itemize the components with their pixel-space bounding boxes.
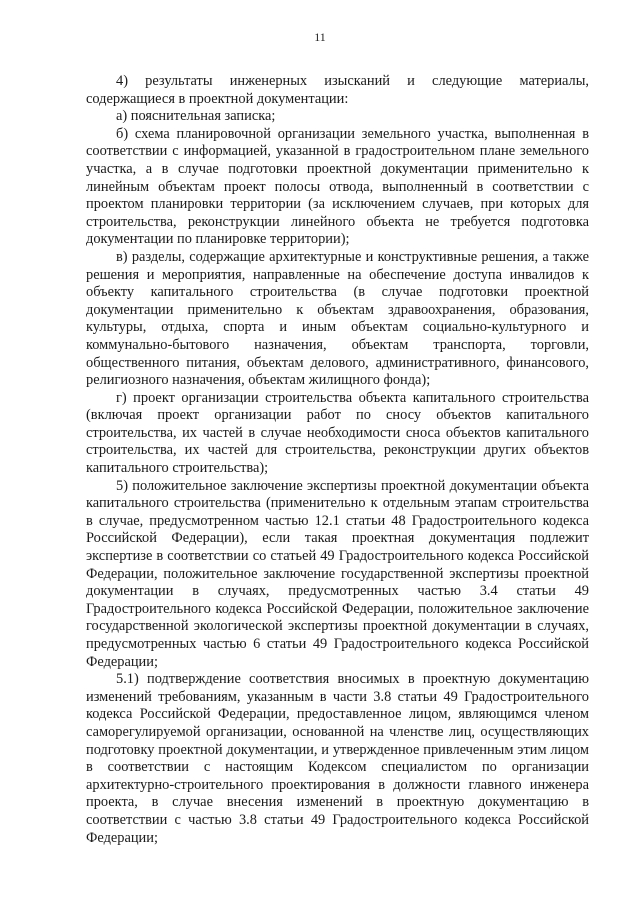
page-number: 11: [314, 30, 326, 44]
paragraph-item-5: 5) положительное заключение экспертизы проектной документации объекта капитального строительства (применительно к отдельным этапам строительства в случае, предусмотренном частью 12.1 статьи 48 Градостроительного кодекса Российской Федерации), если такая проектная документация подлежит экспертизе в соответствии со статьей 49 Градостроительного кодекса Российской Федерации, положительное заключение государственной экспертизы проектной документации в случаях, предусмотренных частью 3.4 статьи 49 Градостроительного кодекса Российской Федерации, положительное заключение государственной экологической экспертизы проектной документации в случаях, предусмотренных частью 6 статьи 49 Градостроительного кодекса Российской Федерации;: [86, 477, 589, 670]
paragraph-subitem-g: г) проект организации строительства объекта капитального строительства (включая проект организации работ по сносу объектов капитального строительства, их частей в случае необходимости сноса объектов капитального строительства, их частей для строительства, реконструкции других объектов капитального строительства);: [86, 389, 589, 477]
paragraph-subitem-v: в) разделы, содержащие архитектурные и конструктивные решения, а также решения и мероприятия, направленные на обеспечение доступа инвалидов к объекту капитального строительства (в случае подготовки проектной документации применительно к объектам здравоохранения, образования, культуры, отдыха, спорта и иным объектам социально-культурного и коммунально-бытового назначения, объектам транспорта, торговли, общественного питания, объектам делового, административного, финансового, религиозного назначения, объектам жилищного фонда);: [86, 248, 589, 389]
paragraph-item-5-1: 5.1) подтверждение соответствия вносимых в проектную документацию изменений требованиям, указанным в части 3.8 статьи 49 Градостроительного кодекса Российской Федерации, предоставленное лицом, являющимся членом саморегулируемой организации, основанной на членстве лиц, осуществляющих подготовку проектной документации, и утвержденное привлеченным этим лицом в соответствии с настоящим Кодексом специалистом по организации архитектурно-строительного проектирования в должности главного инженера проекта, в случае внесения изменений в проектную документацию в соответствии с частью 3.8 статьи 49 Градостроительного кодекса Российской Федерации;: [86, 671, 589, 846]
paragraph-subitem-a: а) пояснительная записка;: [116, 108, 276, 125]
paragraph-item-4: 4) результаты инженерных изысканий и следующие материалы, содержащиеся в проектной документации:: [86, 73, 589, 107]
paragraph-subitem-b: б) схема планировочной организации земельного участка, выполненная в соответствии с информацией, указанной в градостроительном плане земельного участка, а в случае подготовки проектной документации применительно к линейным объектам проект полосы отвода, выполненный в соответствии с проектом планировки территории (за исключением случаев, при которых для строительства, реконструкции линейного объекта не требуется подготовка документации по планировке территории);: [86, 125, 589, 248]
document-body: [86, 73, 589, 847]
